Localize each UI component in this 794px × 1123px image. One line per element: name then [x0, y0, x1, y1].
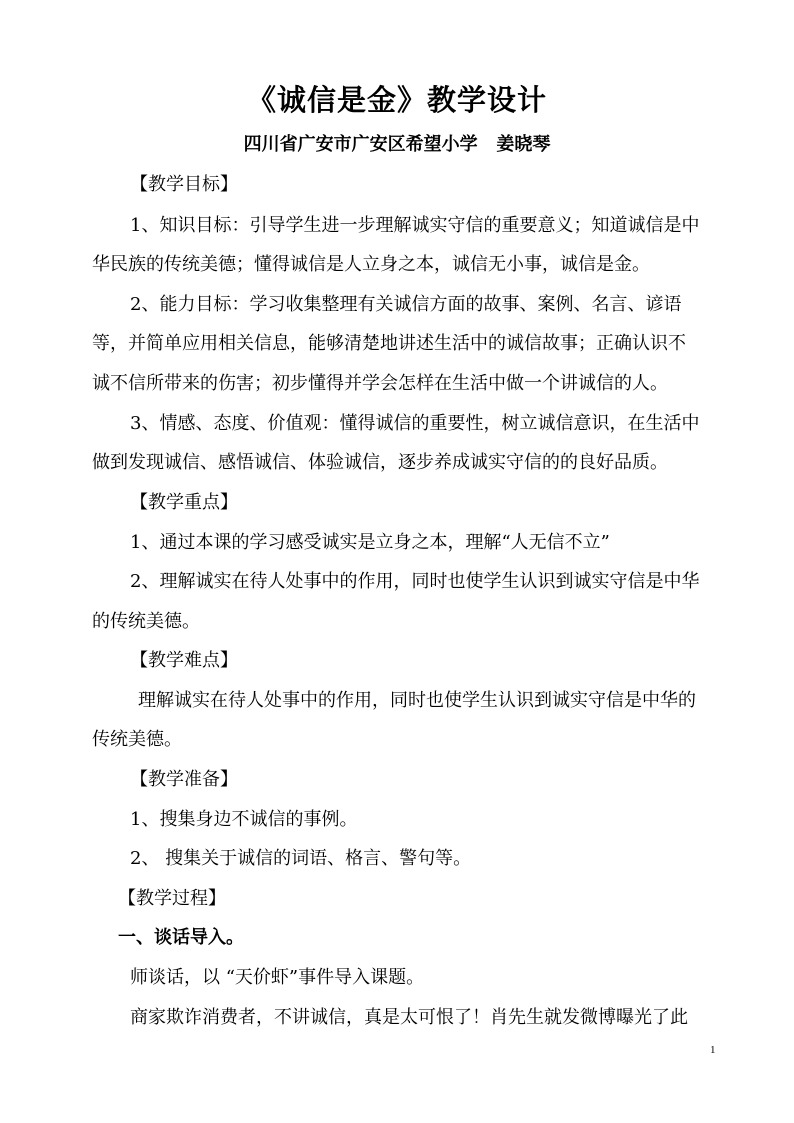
document-author: 四川省广安市广安区希望小学 姜晓琴	[243, 134, 551, 155]
paragraph-line: 诚不信所带来的伤害；初步懂得并学会怎样在生活中做一个讲诚信的人。	[92, 373, 668, 394]
paragraph-line: 商家欺诈消费者，不讲诚信，真是太可恨了！肖先生就发微博曝光了此	[130, 1007, 688, 1028]
paragraph-line: 传统美德。	[92, 729, 182, 750]
paragraph-line: 等，并简单应用相关信息，能够清楚地讲述生活中的诚信故事；正确认识不	[92, 333, 686, 354]
paragraph-line: 2、能力目标：学习收集整理有关诚信方面的故事、案例、名言、谚语	[130, 294, 682, 315]
paragraph-line: 2、理解诚实在待人处事中的作用，同时也使学生认识到诚实守信是中华	[130, 571, 700, 592]
section-heading-key-points: 【教学重点】	[130, 492, 238, 513]
list-item: 2、 搜集关于诚信的词语、格言、警句等。	[130, 848, 472, 869]
paragraph-line: 1、通过本课的学习感受诚实是立身之本，理解“人无信不立”	[130, 532, 610, 553]
subsection-heading-intro: 一、谈话导入。	[118, 927, 244, 948]
paragraph-line: 师谈话，以 “天价虾”事件导入课题。	[130, 967, 425, 988]
section-heading-objectives: 【教学目标】	[130, 174, 238, 195]
list-item: 1、搜集身边不诚信的事例。	[130, 809, 358, 830]
paragraph-line: 做到发现诚信、感悟诚信、体验诚信，逐步养成诚实守信的的良好品质。	[92, 452, 668, 473]
paragraph-line: 华民族的传统美德；懂得诚信是人立身之本，诚信无小事，诚信是金。	[92, 254, 650, 275]
paragraph-line: 理解诚实在待人处事中的作用，同时也使学生认识到诚实守信是中华的	[138, 690, 696, 711]
paragraph-line: 3、情感、态度、价值观：懂得诚信的重要性，树立诚信意识，在生活中	[130, 413, 700, 434]
paragraph-line: 的传统美德。	[92, 611, 200, 632]
section-heading-preparation: 【教学准备】	[130, 769, 238, 790]
page-number: 1	[710, 1044, 716, 1056]
section-heading-process: 【教学过程】	[118, 888, 226, 909]
document-title: 《诚信是金》教学设计	[246, 83, 547, 117]
section-heading-difficulties: 【教学难点】	[130, 650, 238, 671]
paragraph-line: 1、知识目标：引导学生进一步理解诚实守信的重要意义；知道诚信是中	[130, 215, 700, 236]
